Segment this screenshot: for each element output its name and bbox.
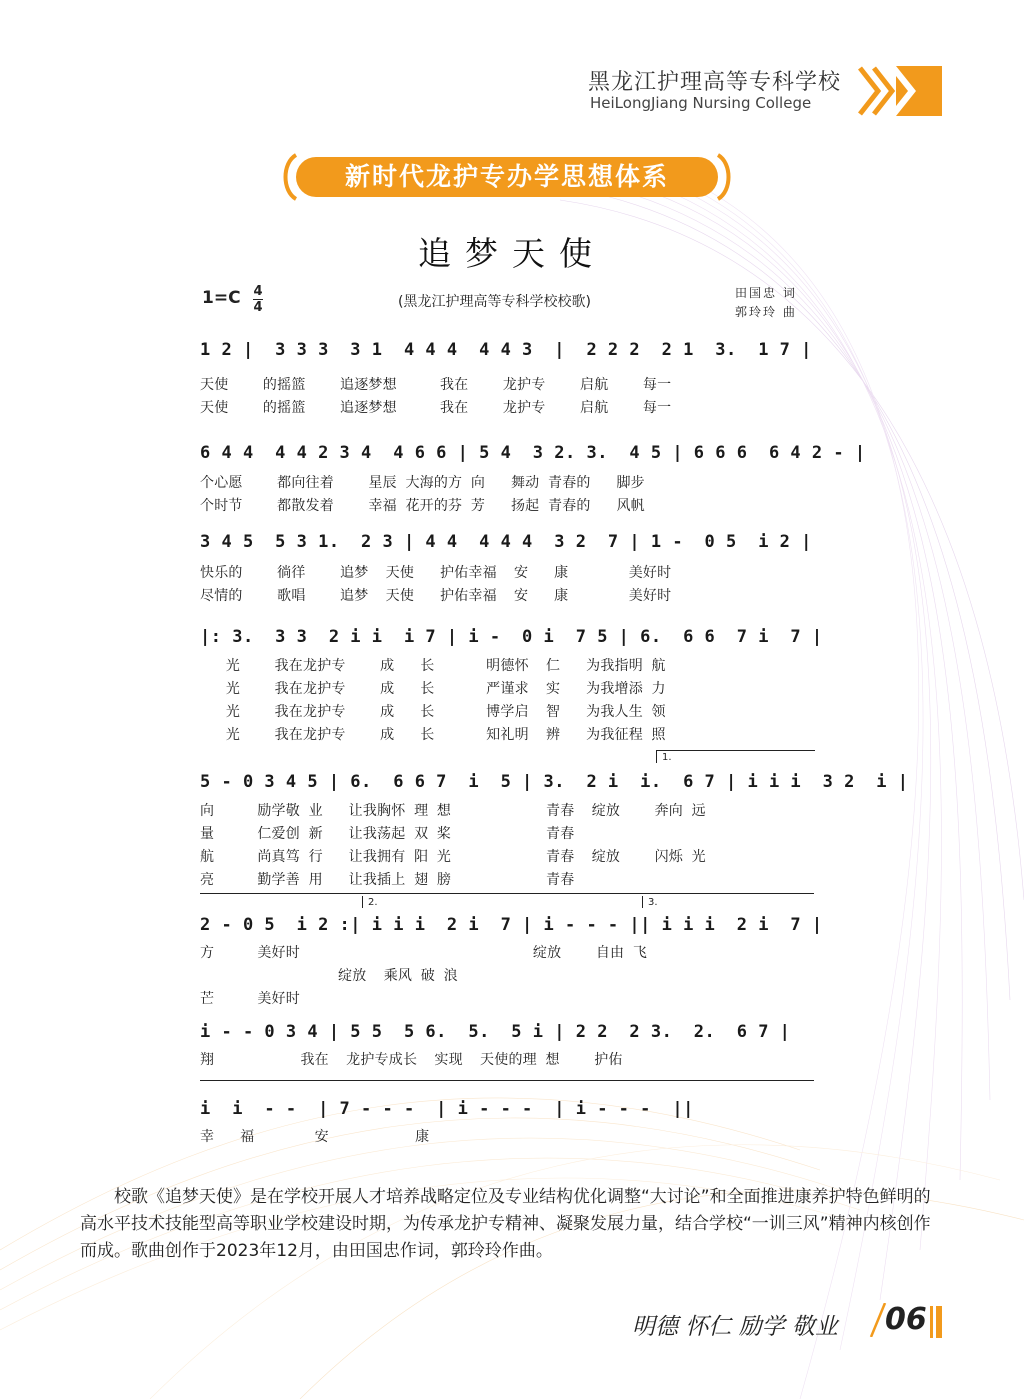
volta-1-label: 1. (662, 752, 672, 763)
score-row-1-lyric-2: 天使 的摇篮 追逐梦想 我在 龙护专 启航 每一 (200, 400, 672, 416)
composer-credit: 郭玲玲 曲 (735, 305, 797, 319)
lyricist-credit: 田国忠 词 (735, 286, 797, 300)
score-row-4-lyric-2: 光 我在龙护专 成 长 严谨求 实 为我增添 力 (200, 681, 666, 697)
volta-1-bracket (656, 750, 815, 763)
school-name-en: HeiLongJiang Nursing College (590, 94, 812, 112)
score-row-4-lyric-4: 光 我在龙护专 成 长 知礼明 辨 为我征程 照 (200, 727, 666, 743)
volta-3-bracket (642, 896, 815, 908)
score-row-8-notes: i i - - | 7 - - - | i - - - | i - - - || (200, 1099, 694, 1119)
double-chevron-right-icon (858, 66, 942, 116)
footer-accent-bar-thick (936, 1306, 942, 1338)
score-row-4-lyric-3: 光 我在龙护专 成 长 博学启 智 为我人生 领 (200, 704, 666, 720)
song-subtitle: (黑龙江护理高等专科学校校歌) (398, 294, 591, 310)
page-number: 06 (885, 1302, 927, 1337)
staff-separator (200, 893, 814, 894)
time-sig-bottom: 4 (253, 300, 263, 315)
score-row-5-lyric-2: 量 仁爱创 新 让我荡起 双 桨 青春 (200, 826, 575, 842)
score-row-5-notes: 5 - 0 3 4 5 | 6. 6 6 7 i 5 | 3. 2 i i. 6 7 | i i i 3 2 i | (200, 772, 909, 792)
score-row-3-notes: 3 4 5 5 3 1. 2 3 | 4 4 4 4 4 3 2 7 | 1 - 0 5 i 2 | (200, 532, 812, 552)
score-row-3-lyric-1: 快乐的 徜徉 追梦 天使 护佑幸福 安 康 美好时 (200, 565, 672, 581)
score-row-6-lyric-3: 芒 美好时 (200, 991, 300, 1007)
song-description: 校歌《追梦天使》是在学校开展人才培养战略定位及专业结构优化调整“大讨论”和全面推进康养护特色鲜明的高水平技术技能型高等职业学校建设时期，为传承龙护专精神、凝聚发展力量，结合学校“一训三风”精神内核创作而成。歌曲创作于2023年12月，由田国忠作词，郭玲玲作曲。 (80, 1187, 931, 1261)
time-signature (253, 285, 263, 314)
score-row-1-lyric-1: 天使 的摇篮 追逐梦想 我在 龙护专 启航 每一 (200, 377, 672, 393)
score-row-4-notes: |: 3. 3 3 2 i i i 7 | i - 0 i 7 5 | 6. 6 6 7 i 7 | (200, 627, 823, 647)
score-row-2-lyric-1: 个心愿 都向往着 星辰 大海的方 向 舞动 青春的 脚步 (200, 475, 645, 491)
score-row-2-lyric-2: 个时节 都散发着 幸福 花开的芬 芳 扬起 青春的 风帆 (200, 498, 645, 514)
score-row-5-lyric-3: 航 尚真笃 行 让我拥有 阳 光 青春 绽放 闪烁 光 (200, 849, 706, 865)
key-signature: 1=C (202, 288, 241, 308)
school-motto: 明德 怀仁 励学 敬业 (632, 1314, 838, 1340)
score-row-3-lyric-2: 尽情的 歌唱 追梦 天使 护佑幸福 安 康 美好时 (200, 588, 672, 604)
volta-2-bracket (362, 896, 633, 908)
score-row-5-lyric-4: 亮 勤学善 用 让我插上 翅 膀 青春 (200, 872, 575, 888)
volta-3-label: 3. (648, 897, 658, 908)
volta-2-label: 2. (368, 897, 378, 908)
score-row-4-lyric-1: 光 我在龙护专 成 长 明德怀 仁 为我指明 航 (200, 658, 666, 674)
score-row-5-lyric-1: 向 励学敬 业 让我胸怀 理 想 青春 绽放 奔向 远 (200, 803, 706, 819)
score-row-6-lyric-2: 绽放 乘风 破 浪 (200, 968, 458, 984)
footer-accent-bar (930, 1306, 933, 1338)
score-row-2-notes: 6 4 4 4 4 2 3 4 4 6 6 | 5 4 3 2. 3. 4 5 | 6 6 6 6 4 2 - | (200, 443, 866, 463)
banner-title: 新时代龙护专办学思想体系 (344, 162, 669, 191)
time-sig-top: 4 (253, 284, 263, 299)
score-row-6-lyric-1: 方 美好时 绽放 自由 飞 (200, 945, 648, 961)
score-row-7-notes: i - - 0 3 4 | 5 5 5 6. 5. 5 i | 2 2 2 3. 2. 6 7 | (200, 1022, 791, 1042)
score-row-6-notes: 2 - 0 5 i 2 :| i i i 2 i 7 | i - - - || i i i 2 i 7 | (200, 915, 823, 935)
score-row-7-lyric-1: 翔 我在 龙护专成长 实现 天使的理 想 护佑 (200, 1052, 623, 1068)
score-row-8-lyric-1: 幸 福 安 康 (200, 1129, 430, 1145)
staff-separator-2 (200, 1080, 814, 1081)
song-title: 追梦天使 (418, 234, 606, 273)
school-name-cn: 黑龙江护理高等专科学校 (588, 70, 842, 95)
score-row-1-notes: 1 2 | 3 3 3 3 1 4 4 4 4 4 3 | 2 2 2 2 1 3. 1 7 | (200, 340, 812, 360)
